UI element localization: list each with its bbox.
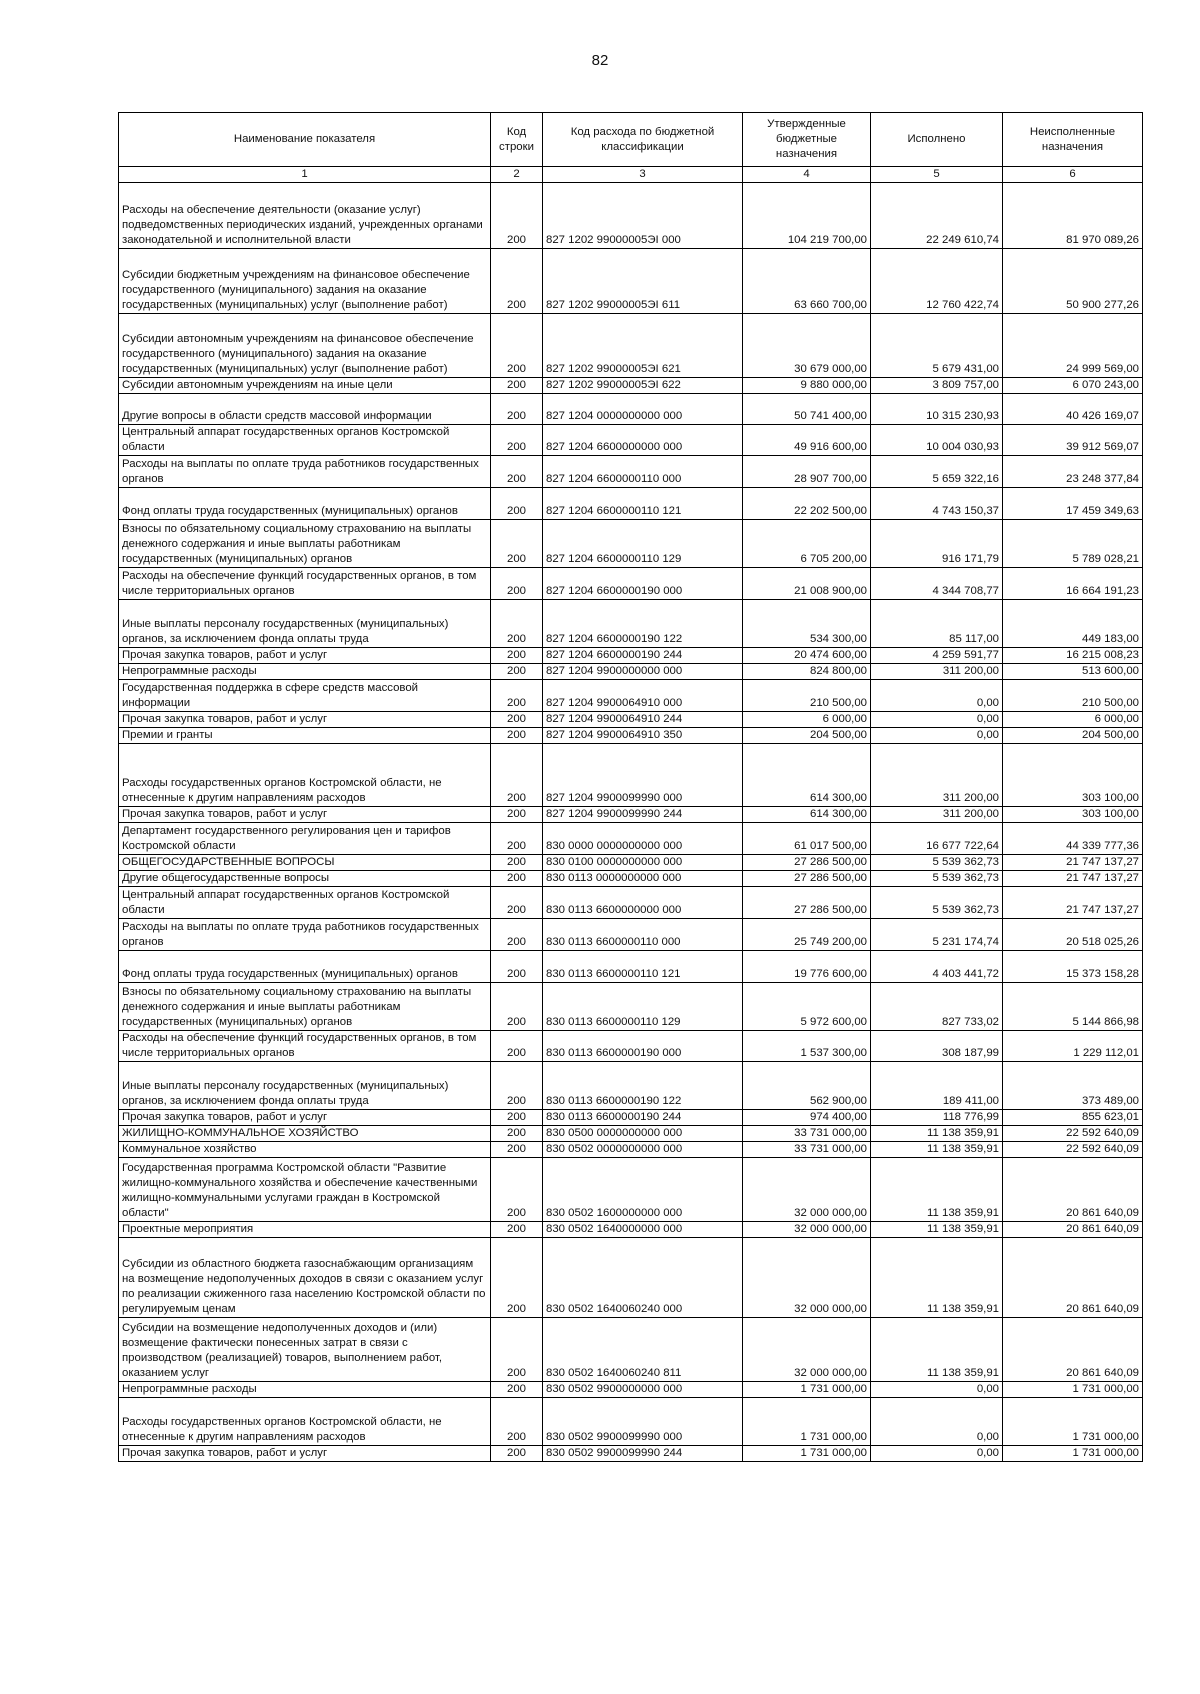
approved-amount-cell: 32 000 000,00: [743, 1238, 871, 1318]
table-row: [119, 1446, 1143, 1462]
classification-code-cell: 827 1204 0000000000 000: [543, 394, 743, 425]
table-row: [119, 1398, 1143, 1446]
table-row: [119, 1110, 1143, 1126]
unexecuted-amount-cell: 15 373 158,28: [1003, 951, 1143, 983]
approved-amount-cell: 33 731 000,00: [743, 1142, 871, 1158]
unexecuted-amount-cell: 40 426 169,07: [1003, 394, 1143, 425]
table-row: [119, 648, 1143, 664]
approved-amount-cell: 534 300,00: [743, 600, 871, 648]
unexecuted-amount-cell: 22 592 640,09: [1003, 1142, 1143, 1158]
unexecuted-amount-cell: 303 100,00: [1003, 807, 1143, 823]
indicator-name-cell: Взносы по обязательному социальному страхованию на выплаты денежного содержания и иные выплаты работникам государственных (муниципальных) органов: [119, 983, 491, 1031]
unexecuted-amount-cell: 855 623,01: [1003, 1110, 1143, 1126]
executed-amount-cell: 5 539 362,73: [871, 855, 1003, 871]
executed-amount-cell: 5 539 362,73: [871, 887, 1003, 919]
classification-code-cell: 827 1204 9900064910 000: [543, 680, 743, 712]
classification-code-cell: 830 0502 1640060240 811: [543, 1318, 743, 1382]
table-row: [119, 680, 1143, 712]
unexecuted-amount-cell: 17 459 349,63: [1003, 488, 1143, 520]
column-number: 2: [491, 167, 543, 183]
approved-amount-cell: 27 286 500,00: [743, 887, 871, 919]
unexecuted-amount-cell: 210 500,00: [1003, 680, 1143, 712]
classification-code-cell: 827 1204 6600000000 000: [543, 425, 743, 456]
table-row: [119, 568, 1143, 600]
unexecuted-amount-cell: 21 747 137,27: [1003, 855, 1143, 871]
approved-amount-cell: 5 972 600,00: [743, 983, 871, 1031]
executed-amount-cell: 0,00: [871, 1382, 1003, 1398]
header-approved: Утвержденные бюджетные назначения: [743, 113, 871, 167]
line-code-cell: 200: [491, 183, 543, 249]
table-row: [119, 1222, 1143, 1238]
classification-code-cell: 830 0113 6600000190 122: [543, 1062, 743, 1110]
column-number: 1: [119, 167, 491, 183]
executed-amount-cell: 5 539 362,73: [871, 871, 1003, 887]
line-code-cell: 200: [491, 1126, 543, 1142]
line-code-cell: 200: [491, 378, 543, 394]
unexecuted-amount-cell: 6 000,00: [1003, 712, 1143, 728]
executed-amount-cell: 118 776,99: [871, 1110, 1003, 1126]
line-code-cell: 200: [491, 1110, 543, 1126]
indicator-name-cell: Прочая закупка товаров, работ и услуг: [119, 807, 491, 823]
unexecuted-amount-cell: 303 100,00: [1003, 744, 1143, 807]
indicator-name-cell: Проектные мероприятия: [119, 1222, 491, 1238]
approved-amount-cell: 1 731 000,00: [743, 1398, 871, 1446]
classification-code-cell: 827 1204 6600000190 122: [543, 600, 743, 648]
indicator-name-cell: Субсидии из областного бюджета газоснабжающим организациям на возмещение недополученных доходов в связи с оказанием услуг по реализации сжиженного газа населению Костромской области по регулируемым ценам: [119, 1238, 491, 1318]
line-code-cell: 200: [491, 1062, 543, 1110]
unexecuted-amount-cell: 21 747 137,27: [1003, 887, 1143, 919]
line-code-cell: 200: [491, 568, 543, 600]
approved-amount-cell: 61 017 500,00: [743, 823, 871, 855]
line-code-cell: 200: [491, 1142, 543, 1158]
column-number: 5: [871, 167, 1003, 183]
executed-amount-cell: 4 403 441,72: [871, 951, 1003, 983]
indicator-name-cell: Расходы государственных органов Костромской области, не отнесенные к другим направлениям расходов: [119, 744, 491, 807]
approved-amount-cell: 104 219 700,00: [743, 183, 871, 249]
line-code-cell: 200: [491, 1398, 543, 1446]
approved-amount-cell: 33 731 000,00: [743, 1126, 871, 1142]
indicator-name-cell: Прочая закупка товаров, работ и услуг: [119, 712, 491, 728]
approved-amount-cell: 1 731 000,00: [743, 1382, 871, 1398]
budget-execution-table: [118, 112, 1143, 1462]
indicator-name-cell: Расходы на обеспечение функций государственных органов, в том числе территориальных органов: [119, 568, 491, 600]
classification-code-cell: 827 1204 9900000000 000: [543, 664, 743, 680]
table-row: [119, 823, 1143, 855]
executed-amount-cell: 22 249 610,74: [871, 183, 1003, 249]
line-code-cell: 200: [491, 425, 543, 456]
approved-amount-cell: 9 880 000,00: [743, 378, 871, 394]
unexecuted-amount-cell: 449 183,00: [1003, 600, 1143, 648]
classification-code-cell: 827 1204 6600000110 000: [543, 456, 743, 488]
executed-amount-cell: 311 200,00: [871, 664, 1003, 680]
indicator-name-cell: Прочая закупка товаров, работ и услуг: [119, 648, 491, 664]
approved-amount-cell: 30 679 000,00: [743, 314, 871, 378]
header-line-code: Код строки: [491, 113, 543, 167]
executed-amount-cell: 0,00: [871, 1398, 1003, 1446]
unexecuted-amount-cell: 513 600,00: [1003, 664, 1143, 680]
unexecuted-amount-cell: 39 912 569,07: [1003, 425, 1143, 456]
table-row: [119, 1238, 1143, 1318]
executed-amount-cell: 10 004 030,93: [871, 425, 1003, 456]
unexecuted-amount-cell: 20 518 025,26: [1003, 919, 1143, 951]
indicator-name-cell: Другие общегосударственные вопросы: [119, 871, 491, 887]
table-row: [119, 1382, 1143, 1398]
table-row: [119, 600, 1143, 648]
unexecuted-amount-cell: 16 664 191,23: [1003, 568, 1143, 600]
classification-code-cell: 830 0113 6600000110 000: [543, 919, 743, 951]
unexecuted-amount-cell: 1 731 000,00: [1003, 1382, 1143, 1398]
indicator-name-cell: Субсидии бюджетным учреждениям на финансовое обеспечение государственного (муниципального) задания на оказание государственных (муниципальных) услуг (выполнение работ): [119, 249, 491, 314]
classification-code-cell: 830 0500 0000000000 000: [543, 1126, 743, 1142]
table-row: [119, 855, 1143, 871]
line-code-cell: 200: [491, 664, 543, 680]
unexecuted-amount-cell: 20 861 640,09: [1003, 1222, 1143, 1238]
indicator-name-cell: Фонд оплаты труда государственных (муниципальных) органов: [119, 951, 491, 983]
indicator-name-cell: Государственная программа Костромской области "Развитие жилищно-коммунального хозяйства и обеспечение качественными жилищно-коммунальными услугами граждан в Костромской области": [119, 1158, 491, 1222]
executed-amount-cell: 5 659 322,16: [871, 456, 1003, 488]
approved-amount-cell: 21 008 900,00: [743, 568, 871, 600]
classification-code-cell: 830 0502 9900099990 000: [543, 1398, 743, 1446]
table-body: [119, 183, 1143, 1462]
indicator-name-cell: Взносы по обязательному социальному страхованию на выплаты денежного содержания и иные выплаты работникам государственных (муниципальных) органов: [119, 520, 491, 568]
table-row: [119, 1158, 1143, 1222]
classification-code-cell: 827 1204 6600000190 244: [543, 648, 743, 664]
executed-amount-cell: 0,00: [871, 1446, 1003, 1462]
indicator-name-cell: Субсидии на возмещение недополученных доходов и (или) возмещение фактически понесенных затрат в связи с производством (реализацией) товаров, выполнением работ, оказанием услуг: [119, 1318, 491, 1382]
classification-code-cell: 830 0113 6600000110 121: [543, 951, 743, 983]
table-row: [119, 1142, 1143, 1158]
unexecuted-amount-cell: 6 070 243,00: [1003, 378, 1143, 394]
executed-amount-cell: 16 677 722,64: [871, 823, 1003, 855]
approved-amount-cell: 6 705 200,00: [743, 520, 871, 568]
classification-code-cell: 827 1204 9900064910 350: [543, 728, 743, 744]
column-number: 6: [1003, 167, 1143, 183]
indicator-name-cell: Центральный аппарат государственных органов Костромской области: [119, 425, 491, 456]
approved-amount-cell: 204 500,00: [743, 728, 871, 744]
line-code-cell: 200: [491, 680, 543, 712]
classification-code-cell: 830 0113 6600000110 129: [543, 983, 743, 1031]
executed-amount-cell: 11 138 359,91: [871, 1222, 1003, 1238]
approved-amount-cell: 28 907 700,00: [743, 456, 871, 488]
executed-amount-cell: 0,00: [871, 728, 1003, 744]
line-code-cell: 200: [491, 919, 543, 951]
executed-amount-cell: 5 231 174,74: [871, 919, 1003, 951]
table-row: [119, 983, 1143, 1031]
indicator-name-cell: Субсидии автономным учреждениям на иные цели: [119, 378, 491, 394]
classification-code-cell: 830 0502 1640000000 000: [543, 1222, 743, 1238]
unexecuted-amount-cell: 204 500,00: [1003, 728, 1143, 744]
table-row: [119, 919, 1143, 951]
approved-amount-cell: 614 300,00: [743, 807, 871, 823]
table-row: [119, 807, 1143, 823]
table-row: [119, 488, 1143, 520]
classification-code-cell: 827 1202 99000005ЭI 000: [543, 183, 743, 249]
table-row: [119, 1062, 1143, 1110]
approved-amount-cell: 6 000,00: [743, 712, 871, 728]
classification-code-cell: 827 1204 6600000110 121: [543, 488, 743, 520]
unexecuted-amount-cell: 81 970 089,26: [1003, 183, 1143, 249]
indicator-name-cell: Департамент государственного регулирования цен и тарифов Костромской области: [119, 823, 491, 855]
executed-amount-cell: 11 138 359,91: [871, 1158, 1003, 1222]
table-row: [119, 664, 1143, 680]
executed-amount-cell: 12 760 422,74: [871, 249, 1003, 314]
line-code-cell: 200: [491, 983, 543, 1031]
table-row: [119, 728, 1143, 744]
approved-amount-cell: 562 900,00: [743, 1062, 871, 1110]
indicator-name-cell: Непрограммные расходы: [119, 664, 491, 680]
classification-code-cell: 830 0502 0000000000 000: [543, 1142, 743, 1158]
indicator-name-cell: Другие вопросы в области средств массовой информации: [119, 394, 491, 425]
classification-code-cell: 827 1204 6600000190 000: [543, 568, 743, 600]
classification-code-cell: 830 0113 6600000000 000: [543, 887, 743, 919]
unexecuted-amount-cell: 44 339 777,36: [1003, 823, 1143, 855]
approved-amount-cell: 32 000 000,00: [743, 1318, 871, 1382]
approved-amount-cell: 49 916 600,00: [743, 425, 871, 456]
executed-amount-cell: 0,00: [871, 680, 1003, 712]
executed-amount-cell: 11 138 359,91: [871, 1238, 1003, 1318]
executed-amount-cell: 11 138 359,91: [871, 1318, 1003, 1382]
column-number: 3: [543, 167, 743, 183]
unexecuted-amount-cell: 1 731 000,00: [1003, 1398, 1143, 1446]
executed-amount-cell: 311 200,00: [871, 744, 1003, 807]
line-code-cell: 200: [491, 823, 543, 855]
approved-amount-cell: 210 500,00: [743, 680, 871, 712]
executed-amount-cell: 308 187,99: [871, 1031, 1003, 1062]
table-row: [119, 871, 1143, 887]
table-row: [119, 1126, 1143, 1142]
line-code-cell: 200: [491, 744, 543, 807]
table-row: [119, 425, 1143, 456]
unexecuted-amount-cell: 20 861 640,09: [1003, 1158, 1143, 1222]
indicator-name-cell: Иные выплаты персоналу государственных (муниципальных) органов, за исключением фонда оплаты труда: [119, 1062, 491, 1110]
line-code-cell: 200: [491, 1222, 543, 1238]
header-unexecuted: Неисполненные назначения: [1003, 113, 1143, 167]
indicator-name-cell: Прочая закупка товаров, работ и услуг: [119, 1446, 491, 1462]
unexecuted-amount-cell: 20 861 640,09: [1003, 1238, 1143, 1318]
table-row: [119, 183, 1143, 249]
classification-code-cell: 827 1204 9900099990 000: [543, 744, 743, 807]
table-row: [119, 394, 1143, 425]
line-code-cell: 200: [491, 520, 543, 568]
executed-amount-cell: 3 809 757,00: [871, 378, 1003, 394]
line-code-cell: 200: [491, 712, 543, 728]
unexecuted-amount-cell: 373 489,00: [1003, 1062, 1143, 1110]
table-row: [119, 520, 1143, 568]
line-code-cell: 200: [491, 648, 543, 664]
table-row: [119, 314, 1143, 378]
unexecuted-amount-cell: 24 999 569,00: [1003, 314, 1143, 378]
line-code-cell: 200: [491, 1382, 543, 1398]
column-number: 4: [743, 167, 871, 183]
classification-code-cell: 830 0113 6600000190 000: [543, 1031, 743, 1062]
unexecuted-amount-cell: 1 731 000,00: [1003, 1446, 1143, 1462]
unexecuted-amount-cell: 5 789 028,21: [1003, 520, 1143, 568]
approved-amount-cell: 974 400,00: [743, 1110, 871, 1126]
unexecuted-amount-cell: 23 248 377,84: [1003, 456, 1143, 488]
indicator-name-cell: Непрограммные расходы: [119, 1382, 491, 1398]
executed-amount-cell: 311 200,00: [871, 807, 1003, 823]
line-code-cell: 200: [491, 314, 543, 378]
unexecuted-amount-cell: 22 592 640,09: [1003, 1126, 1143, 1142]
approved-amount-cell: 614 300,00: [743, 744, 871, 807]
classification-code-cell: 827 1202 99000005ЭI 621: [543, 314, 743, 378]
classification-code-cell: 830 0502 1640060240 000: [543, 1238, 743, 1318]
unexecuted-amount-cell: 1 229 112,01: [1003, 1031, 1143, 1062]
approved-amount-cell: 32 000 000,00: [743, 1222, 871, 1238]
classification-code-cell: 830 0000 0000000000 000: [543, 823, 743, 855]
line-code-cell: 200: [491, 456, 543, 488]
classification-code-cell: 827 1204 9900064910 244: [543, 712, 743, 728]
indicator-name-cell: Центральный аппарат государственных органов Костромской области: [119, 887, 491, 919]
indicator-name-cell: Расходы государственных органов Костромской области, не отнесенные к другим направлениям расходов: [119, 1398, 491, 1446]
line-code-cell: 200: [491, 807, 543, 823]
page-number: 82: [591, 52, 609, 69]
executed-amount-cell: 4 743 150,37: [871, 488, 1003, 520]
indicator-name-cell: Иные выплаты персоналу государственных (муниципальных) органов, за исключением фонда оплаты труда: [119, 600, 491, 648]
table-row: [119, 951, 1143, 983]
classification-code-cell: 827 1202 99000005ЭI 611: [543, 249, 743, 314]
line-code-cell: 200: [491, 600, 543, 648]
indicator-name-cell: Премии и гранты: [119, 728, 491, 744]
classification-code-cell: 827 1204 6600000110 129: [543, 520, 743, 568]
executed-amount-cell: 5 679 431,00: [871, 314, 1003, 378]
unexecuted-amount-cell: 50 900 277,26: [1003, 249, 1143, 314]
indicator-name-cell: Расходы на обеспечение функций государственных органов, в том числе территориальных органов: [119, 1031, 491, 1062]
approved-amount-cell: 63 660 700,00: [743, 249, 871, 314]
indicator-name-cell: Государственная поддержка в сфере средств массовой информации: [119, 680, 491, 712]
approved-amount-cell: 25 749 200,00: [743, 919, 871, 951]
approved-amount-cell: 1 537 300,00: [743, 1031, 871, 1062]
approved-amount-cell: 824 800,00: [743, 664, 871, 680]
table-row: [119, 1318, 1143, 1382]
executed-amount-cell: 189 411,00: [871, 1062, 1003, 1110]
line-code-cell: 200: [491, 1446, 543, 1462]
line-code-cell: 200: [491, 728, 543, 744]
table-row: [119, 456, 1143, 488]
approved-amount-cell: 19 776 600,00: [743, 951, 871, 983]
table-row: [119, 712, 1143, 728]
header-row: [119, 113, 1143, 167]
indicator-name-cell: Расходы на выплаты по оплате труда работников государственных органов: [119, 456, 491, 488]
executed-amount-cell: 4 259 591,77: [871, 648, 1003, 664]
classification-code-cell: 827 1202 99000005ЭI 622: [543, 378, 743, 394]
approved-amount-cell: 1 731 000,00: [743, 1446, 871, 1462]
classification-code-cell: 830 0502 9900099990 244: [543, 1446, 743, 1462]
approved-amount-cell: 27 286 500,00: [743, 855, 871, 871]
classification-code-cell: 830 0100 0000000000 000: [543, 855, 743, 871]
indicator-name-cell: Расходы на обеспечение деятельности (оказание услуг) подведомственных периодических изданий, учрежденных органами законодательной и исполнительной власти: [119, 183, 491, 249]
executed-amount-cell: 827 733,02: [871, 983, 1003, 1031]
table-row: [119, 249, 1143, 314]
line-code-cell: 200: [491, 488, 543, 520]
line-code-cell: 200: [491, 1031, 543, 1062]
indicator-name-cell: ОБЩЕГОСУДАРСТВЕННЫЕ ВОПРОСЫ: [119, 855, 491, 871]
header-classification-code: Код расхода по бюджетной классификации: [543, 113, 743, 167]
unexecuted-amount-cell: 20 861 640,09: [1003, 1318, 1143, 1382]
table-row: [119, 1031, 1143, 1062]
executed-amount-cell: 916 171,79: [871, 520, 1003, 568]
line-code-cell: 200: [491, 249, 543, 314]
line-code-cell: 200: [491, 951, 543, 983]
line-code-cell: 200: [491, 1158, 543, 1222]
line-code-cell: 200: [491, 1318, 543, 1382]
approved-amount-cell: 32 000 000,00: [743, 1158, 871, 1222]
executed-amount-cell: 85 117,00: [871, 600, 1003, 648]
classification-code-cell: 830 0502 9900000000 000: [543, 1382, 743, 1398]
executed-amount-cell: 4 344 708,77: [871, 568, 1003, 600]
line-code-cell: 200: [491, 394, 543, 425]
table-row: [119, 744, 1143, 807]
table-row: [119, 887, 1143, 919]
indicator-name-cell: Расходы на выплаты по оплате труда работников государственных органов: [119, 919, 491, 951]
indicator-name-cell: Прочая закупка товаров, работ и услуг: [119, 1110, 491, 1126]
unexecuted-amount-cell: 5 144 866,98: [1003, 983, 1143, 1031]
unexecuted-amount-cell: 21 747 137,27: [1003, 871, 1143, 887]
executed-amount-cell: 11 138 359,91: [871, 1126, 1003, 1142]
indicator-name-cell: Субсидии автономным учреждениям на финансовое обеспечение государственного (муниципального) задания на оказание государственных (муниципальных) услуг (выполнение работ): [119, 314, 491, 378]
line-code-cell: 200: [491, 855, 543, 871]
approved-amount-cell: 50 741 400,00: [743, 394, 871, 425]
executed-amount-cell: 10 315 230,93: [871, 394, 1003, 425]
classification-code-cell: 827 1204 9900099990 244: [543, 807, 743, 823]
executed-amount-cell: 11 138 359,91: [871, 1142, 1003, 1158]
indicator-name-cell: Фонд оплаты труда государственных (муниципальных) органов: [119, 488, 491, 520]
approved-amount-cell: 22 202 500,00: [743, 488, 871, 520]
column-numbers-row: [119, 167, 1143, 183]
approved-amount-cell: 20 474 600,00: [743, 648, 871, 664]
line-code-cell: 200: [491, 1238, 543, 1318]
header-executed: Исполнено: [871, 113, 1003, 167]
indicator-name-cell: Коммунальное хозяйство: [119, 1142, 491, 1158]
line-code-cell: 200: [491, 887, 543, 919]
table-row: [119, 378, 1143, 394]
executed-amount-cell: 0,00: [871, 712, 1003, 728]
classification-code-cell: 830 0113 6600000190 244: [543, 1110, 743, 1126]
classification-code-cell: 830 0502 1600000000 000: [543, 1158, 743, 1222]
header-indicator-name: Наименование показателя: [119, 113, 491, 167]
indicator-name-cell: ЖИЛИЩНО-КОММУНАЛЬНОЕ ХОЗЯЙСТВО: [119, 1126, 491, 1142]
unexecuted-amount-cell: 16 215 008,23: [1003, 648, 1143, 664]
approved-amount-cell: 27 286 500,00: [743, 871, 871, 887]
line-code-cell: 200: [491, 871, 543, 887]
classification-code-cell: 830 0113 0000000000 000: [543, 871, 743, 887]
